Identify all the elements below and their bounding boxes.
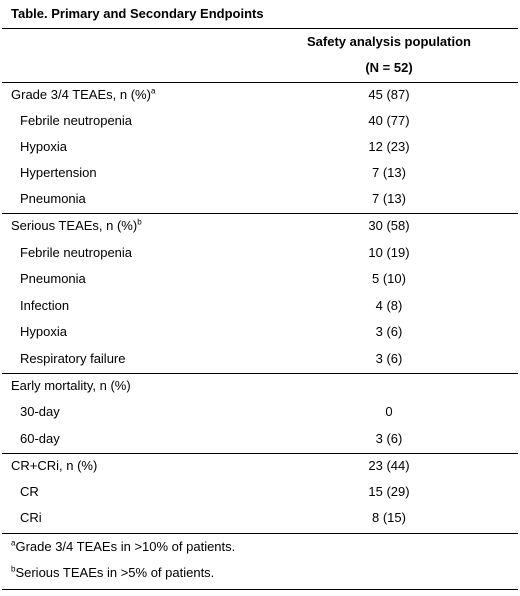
table-row bbox=[0, 160, 520, 186]
title-divider bbox=[2, 28, 518, 29]
table-row bbox=[0, 426, 520, 452]
section-value: 23 (44) bbox=[368, 458, 410, 473]
table-bottom-divider bbox=[2, 533, 518, 534]
table-row bbox=[0, 399, 520, 425]
footnote-b: $^b$Serious TEAEs in >5% of patients. bbox=[11, 564, 215, 580]
row-label: Hypoxia bbox=[20, 139, 67, 154]
row-value: 40 (77) bbox=[368, 113, 410, 128]
table-row bbox=[0, 108, 520, 134]
row-label: 60-day bbox=[20, 431, 60, 446]
row-label: 30-day bbox=[20, 404, 60, 419]
row-label: Hypoxia bbox=[20, 324, 67, 339]
row-value: 3 (6) bbox=[375, 431, 403, 446]
row-value: 5 (10) bbox=[372, 271, 406, 286]
row-label: Febrile neutropenia bbox=[20, 113, 133, 128]
table-row bbox=[0, 319, 520, 345]
footnote-a: $^a$Grade 3/4 TEAEs in >10% of patients. bbox=[11, 538, 236, 554]
table-row bbox=[0, 186, 520, 212]
row-value: 8 (15) bbox=[372, 510, 406, 525]
footnote-bottom-divider bbox=[2, 589, 518, 590]
row-label: CR bbox=[20, 484, 39, 499]
row-label: CRi bbox=[20, 510, 42, 525]
row-label: Hypertension bbox=[20, 165, 97, 180]
row-value: 7 (13) bbox=[372, 191, 406, 206]
section-label: Grade 3/4 TEAEs, n (%)$^a$ bbox=[11, 86, 156, 102]
row-value: 15 (29) bbox=[368, 484, 410, 499]
footnote-marker: b bbox=[137, 217, 142, 227]
table-row bbox=[0, 134, 520, 160]
section-value: 30 (58) bbox=[368, 218, 410, 233]
section-label: Early mortality, n (%) bbox=[11, 378, 131, 393]
table-row bbox=[0, 293, 520, 319]
row-value: 0 bbox=[385, 404, 393, 419]
table-row bbox=[0, 266, 520, 292]
row-value: 4 (8) bbox=[375, 298, 403, 313]
section-label: CR+CRi, n (%) bbox=[11, 458, 98, 473]
row-value: 10 (19) bbox=[368, 245, 410, 260]
footnote-marker: a bbox=[150, 86, 156, 96]
row-label: Febrile neutropenia bbox=[20, 245, 133, 260]
row-value: 3 (6) bbox=[375, 351, 403, 366]
row-label: Pneumonia bbox=[20, 191, 86, 206]
section-header-row bbox=[0, 82, 520, 108]
column-header: Safety analysis population bbox=[307, 34, 471, 49]
section-header-row bbox=[0, 373, 520, 399]
row-value: 3 (6) bbox=[375, 324, 403, 339]
section-header-row bbox=[0, 453, 520, 479]
footnote-marker: a bbox=[11, 538, 16, 548]
table-title: Table. Primary and Secondary Endpoints bbox=[11, 6, 264, 21]
section-header-row bbox=[0, 213, 520, 239]
row-label: Respiratory failure bbox=[20, 351, 126, 366]
row-value: 7 (13) bbox=[372, 165, 406, 180]
table-row bbox=[0, 240, 520, 266]
column-subheader: (N = 52) bbox=[365, 60, 413, 75]
section-label: Serious TEAEs, n (%)$^b$ bbox=[11, 217, 142, 233]
section-value: 45 (87) bbox=[368, 87, 410, 102]
row-label: Pneumonia bbox=[20, 271, 86, 286]
footnote-marker: b bbox=[11, 564, 16, 574]
table-row bbox=[0, 505, 520, 531]
table-row bbox=[0, 479, 520, 505]
row-value: 12 (23) bbox=[368, 139, 410, 154]
table-row bbox=[0, 346, 520, 372]
row-label: Infection bbox=[20, 298, 70, 313]
